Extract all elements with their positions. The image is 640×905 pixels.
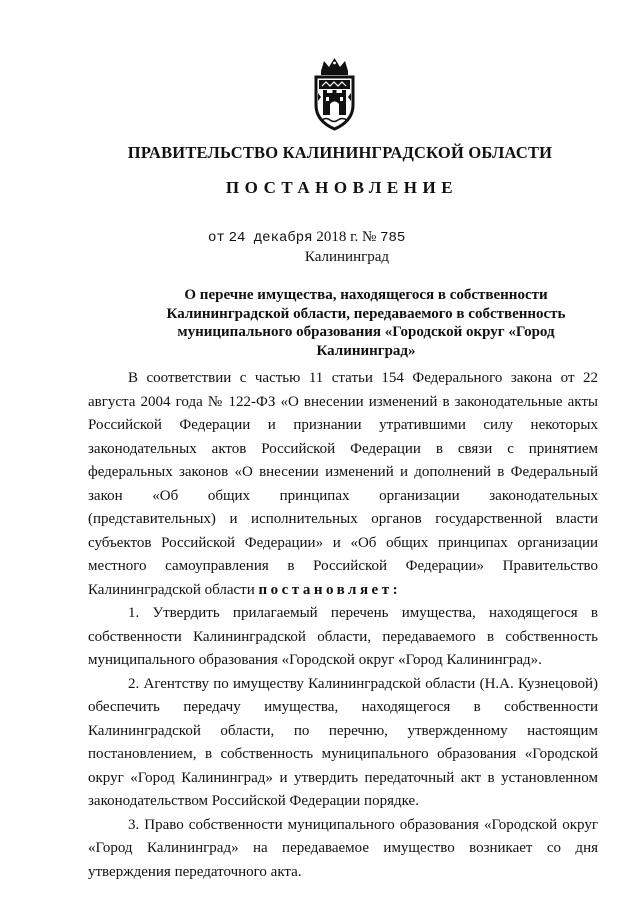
document-title: О перечне имущества, находящегося в собственности Калининградской области, передаваемого в собственность муниципального образования «Городской округ «Город Калининград» bbox=[166, 287, 566, 359]
document-body bbox=[88, 367, 598, 884]
date-year: 2018 г. bbox=[316, 229, 359, 245]
number-sign: № bbox=[362, 229, 377, 245]
decree-word: постановляет: bbox=[258, 581, 402, 598]
document-date-line bbox=[208, 229, 405, 246]
preamble-text: В соответствии с частью 11 статьи 154 Федерального закона от 22 августа 2004 года № 122-ФЗ «О внесении изменений в законодательные акты Российской Федерации и признании утратившими силу некоторых законодательных актов Российской Федерации в связи с принятием федеральных законов «О внесении изменений и дополнений в Федеральный закон «Об общих принципах организации законодательных (представительных) и исполнительных органов государственной власти субъектов Российской Федерации» и «Об общих принципах организации местного самоуправления в Российской Федерации» Правительство Калининградской области bbox=[88, 370, 598, 598]
item-paragraph-3: 3. Право собственности муниципального образования «Городской округ «Город Калининград» на передаваемое имущество возникает со дня утверждения передаточного акта. bbox=[88, 816, 598, 880]
coat-of-arms-emblem bbox=[312, 57, 357, 131]
city-name: Калининград bbox=[304, 249, 390, 265]
item-paragraph-2: 2. Агентству по имуществу Калининградской области (Н.А. Кузнецовой) обеспечить передачу имущества, находящегося в собственности Калининградской области, по перечню, утвержденному настоящим постановлением, в собственность муниципального образования «Городской округ «Город Калининград» и утвердить передаточный акт в установленном законодательством Российской Федерации порядке. bbox=[88, 675, 598, 809]
document-type-heading: ПОСТАНОВЛЕНИЕ bbox=[225, 178, 459, 197]
item-paragraph-1: 1. Утвердить прилагаемый перечень имущества, находящегося в собственности Калининградской области, передаваемого в собственность муниципального образования «Городской округ «Город Калининград». bbox=[88, 605, 598, 668]
government-heading: ПРАВИТЕЛЬСТВО КАЛИНИНГРАДСКОЙ ОБЛАСТИ bbox=[127, 143, 553, 162]
date-prefix: от bbox=[208, 230, 225, 246]
date-day-month: 24 декабря bbox=[228, 230, 313, 246]
document-number: 785 bbox=[380, 230, 406, 246]
preamble-paragraph bbox=[88, 367, 598, 602]
